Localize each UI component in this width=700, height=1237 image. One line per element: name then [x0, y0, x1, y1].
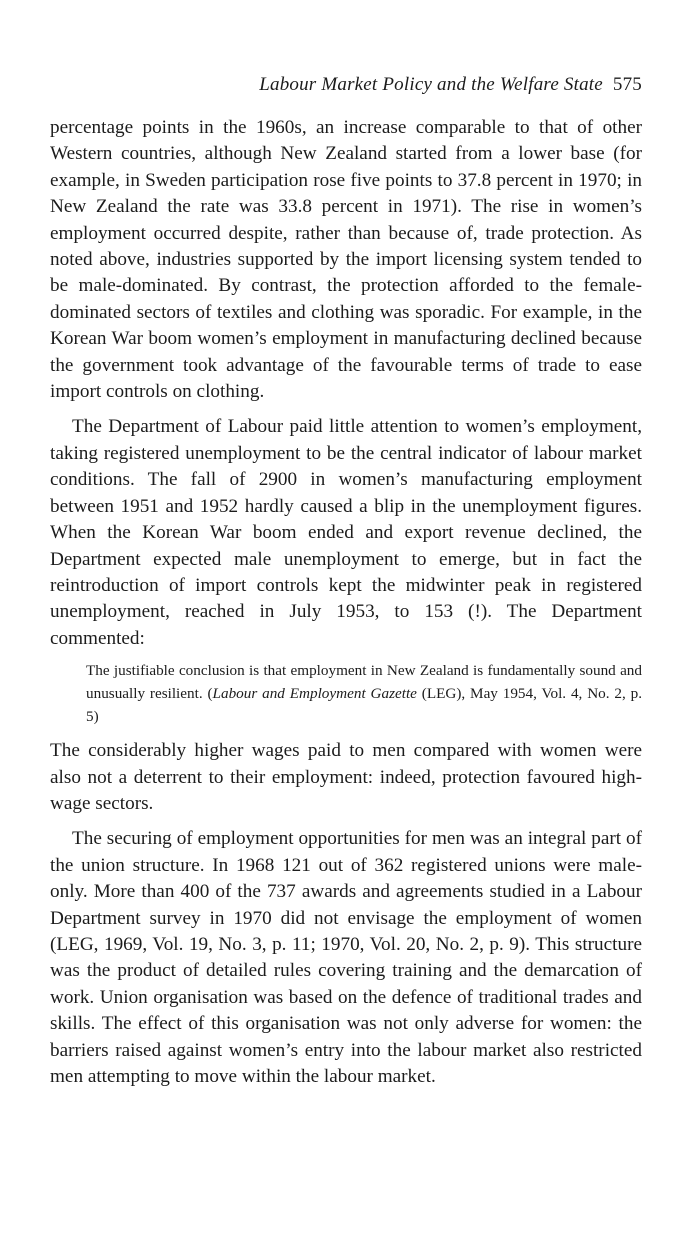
block-quote-citation-title: Labour and Employment Gazette — [212, 685, 417, 703]
block-quote-citation-details: (LEG), May 1954, Vol. 4, No. 2, p. 5) — [86, 685, 643, 726]
body-text — [50, 115, 642, 1090]
block-quote — [50, 659, 642, 728]
paragraph-3: The considerably higher wages paid to men compared with women were also not a deterrent to their employment: indeed, protection favoured high-wage sectors. — [50, 740, 642, 814]
block-quote-text: The justifiable conclusion is that employment in New Zealand is fundamentally sound and unusually resilient. — [86, 662, 642, 703]
paragraph-2: The Department of Labour paid little attention to women’s employment, taking registered unemployment to be the central indicator of labour market conditions. The fall of 2900 in women’s manufacturing employment between 1951 and 1952 hardly caused a blip in the unemployment figures. When the Korean War boom ended and export revenue declined, the Department expected male unemployment to emerge, but in fact the reintroduction of import controls kept the midwinter peak in registered unemployment, reached in July 1953, to 153 (!). The Department commented: — [50, 416, 642, 649]
running-header — [50, 72, 642, 98]
block-quote-citation-open: ( — [207, 685, 213, 703]
paragraph-1: percentage points in the 1960s, an increase comparable to that of other Western countries, although New Zealand started from a lower base (for example, in Sweden participation rose five points to 37.8 percent in 1970; in New Zealand the rate was 33.8 percent in 1971). The rise in women’s employment occurred despite, rather than because of, trade protection. As noted above, industries supported by the import licensing system tended to be male-dominated. By contrast, the protection afforded to the female-dominated sectors of textiles and clothing was sporadic. For example, in the Korean War boom women’s employment in manufacturing declined because the government took advantage of the favourable terms of trade to ease import controls on clothing. — [50, 117, 642, 403]
paragraph-4: The securing of employment opportunities for men was an integral part of the union structure. In 1968 121 out of 362 registered unions were male-only. More than 400 of the 737 awards and agreements studied in a Labour Department survey in 1970 did not envisage the employment of women (LEG, 1969, Vol. 19, No. 3, p. 11; 1970, Vol. 20, No. 2, p. 9). This structure was the product of detailed rules covering training and the demarcation of work. Union organisation was based on the defence of traditional trades and skills. The effect of this organisation was not only adverse for women: the barriers raised against women’s entry into the labour market also restricted men attempting to move within the labour market. — [50, 828, 642, 1087]
page-number: 575 — [612, 74, 642, 95]
running-header-title: Labour Market Policy and the Welfare State — [259, 74, 603, 95]
